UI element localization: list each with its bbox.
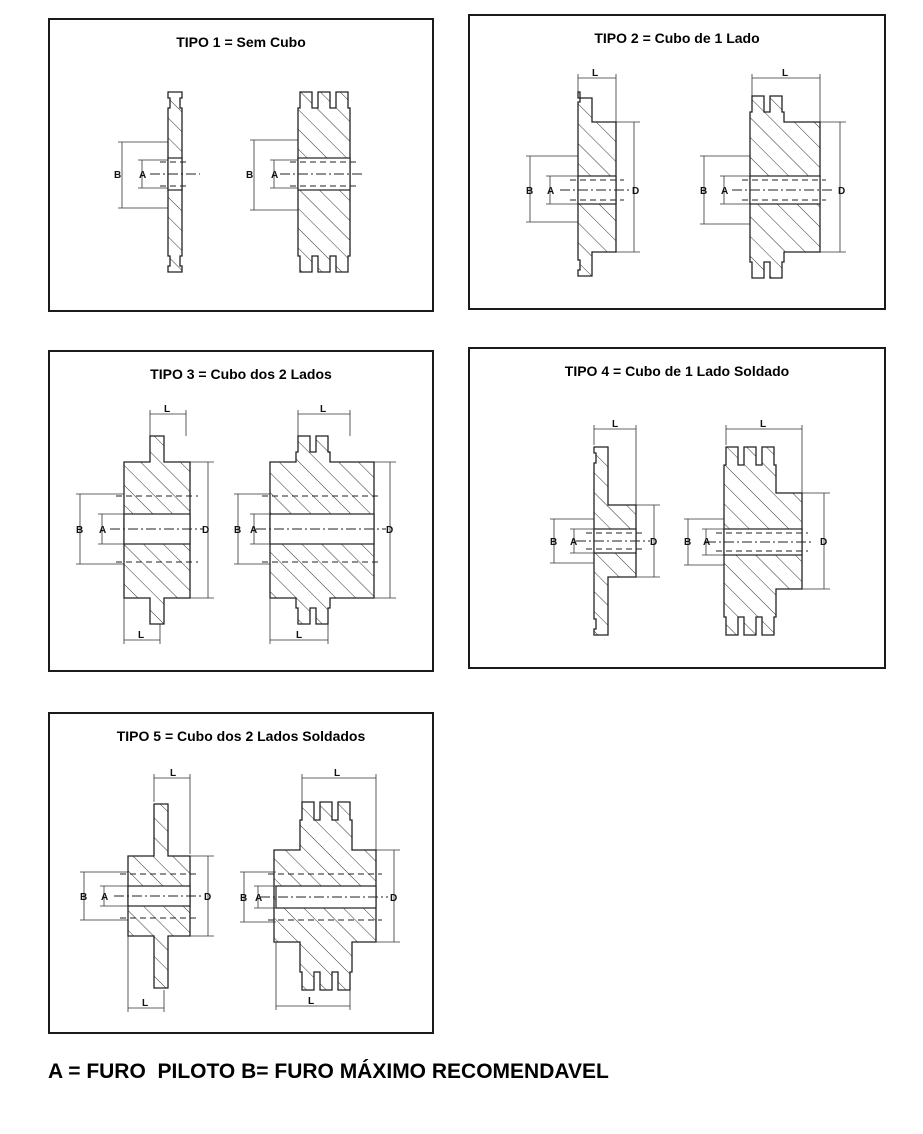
label-b: B — [114, 170, 122, 181]
label-l: L — [612, 419, 619, 430]
label-b: B — [76, 525, 84, 536]
label-b: B — [80, 892, 88, 903]
panel-tipo-1 — [48, 18, 434, 312]
label-d: D — [390, 893, 398, 904]
label-b: B — [526, 186, 534, 197]
label-b: B — [240, 893, 248, 904]
panel-tipo-2 — [468, 14, 886, 310]
label-a: A — [101, 892, 109, 903]
label-l: L — [334, 768, 341, 779]
sprocket-double-strand — [246, 92, 362, 272]
label-a: A — [570, 537, 578, 548]
label-l: L — [142, 998, 149, 1009]
label-l: L — [164, 404, 171, 415]
sprocket-single-strand — [526, 68, 640, 276]
label-b: B — [550, 537, 558, 548]
label-b: B — [700, 186, 708, 197]
label-d: D — [386, 525, 394, 536]
panel-tipo-3 — [48, 350, 434, 672]
label-b: B — [684, 537, 692, 548]
panel-title: TIPO 3 = Cubo dos 2 Lados — [150, 366, 332, 382]
label-l: L — [308, 996, 315, 1007]
footer-legend: A = FURO PILOTO B= FURO MÁXIMO RECOMENDAVEL — [48, 1060, 609, 1083]
label-d: D — [204, 892, 212, 903]
sprocket-single-strand — [80, 768, 214, 1012]
sprocket-double-strand — [684, 419, 830, 635]
label-l: L — [592, 68, 599, 79]
label-l: L — [296, 630, 303, 641]
panel-tipo-4 — [468, 347, 886, 669]
label-b: B — [246, 170, 254, 181]
label-a: A — [99, 525, 107, 536]
label-a: A — [703, 537, 711, 548]
label-d: D — [202, 525, 210, 536]
sprocket-double-strand — [700, 68, 846, 278]
sprocket-drawing-tipo-1 — [50, 20, 436, 314]
sprocket-drawing-tipo-5 — [50, 714, 436, 1036]
label-a: A — [547, 186, 555, 197]
sprocket-single-strand — [76, 404, 214, 644]
label-l: L — [760, 419, 767, 430]
label-b: B — [234, 525, 242, 536]
label-l: L — [320, 404, 327, 415]
sprocket-drawing-tipo-4 — [470, 349, 888, 671]
panel-title: TIPO 4 = Cubo de 1 Lado Soldado — [564, 363, 790, 379]
label-d: D — [650, 537, 658, 548]
sprocket-single-strand — [114, 92, 200, 272]
panel-title: TIPO 2 = Cubo de 1 Lado — [594, 30, 760, 46]
sprocket-drawing-tipo-2 — [470, 16, 888, 312]
sprocket-double-strand — [234, 404, 396, 644]
label-a: A — [255, 893, 263, 904]
panel-title: TIPO 1 = Sem Cubo — [176, 34, 306, 50]
label-a: A — [721, 186, 729, 197]
label-a: A — [139, 170, 147, 181]
label-d: D — [632, 186, 640, 197]
label-a: A — [271, 170, 279, 181]
panel-title: TIPO 5 = Cubo dos 2 Lados Soldados — [116, 728, 366, 744]
label-a: A — [250, 525, 258, 536]
sprocket-single-strand — [550, 419, 660, 635]
sprocket-double-strand — [240, 768, 400, 1010]
label-l: L — [170, 768, 177, 779]
label-l: L — [782, 68, 789, 79]
label-l: L — [138, 630, 145, 641]
panel-tipo-5 — [48, 712, 434, 1034]
sprocket-drawing-tipo-3 — [50, 352, 436, 674]
label-d: D — [838, 186, 846, 197]
label-d: D — [820, 537, 828, 548]
